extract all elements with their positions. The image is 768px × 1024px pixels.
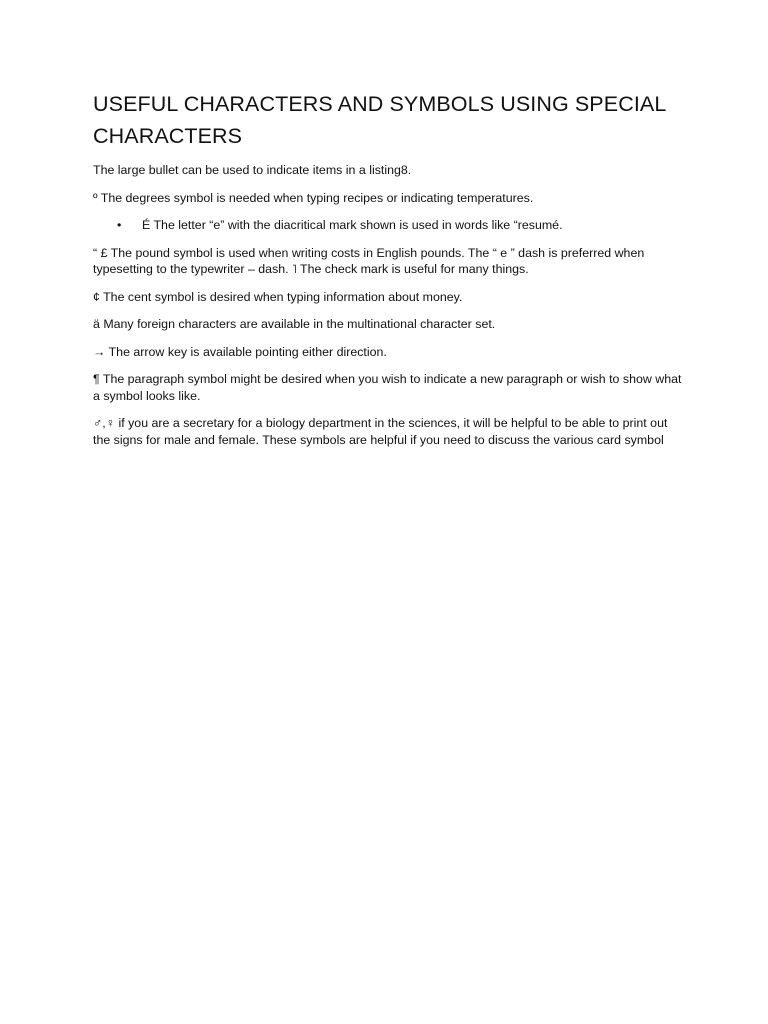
paragraph-letter-e-list-item [93, 217, 683, 234]
paragraph-degrees: º The degrees symbol is needed when typing recipes or indicating temperatures. [93, 190, 534, 205]
paragraph-pilcrow: ¶ The paragraph symbol might be desired when you wish to indicate a new paragraph or wish to show what a symbol looks like. [93, 372, 682, 403]
paragraph-large-bullet: The large bullet can be used to indicate items in a listing8. [93, 163, 412, 177]
paragraph-foreign-characters: ä Many foreign characters are available in the multinational character set. [93, 317, 496, 331]
paragraph-cent: ¢ The cent symbol is desired when typing information about money. [93, 289, 463, 304]
paragraph-gender-symbols: ♂,♀ if you are a secretary for a biology department in the sciences, it will be helpful to be able to print out the signs for male and female. These symbols are helpful if you need to discuss the various card symbol [93, 416, 668, 447]
paragraph-arrow: → The arrow key is available pointing either direction. [93, 344, 387, 359]
list-bullet-icon: • [117, 218, 122, 232]
document-body [93, 88, 683, 459]
paragraph-letter-e-text: É The letter “e” with the diacritical mark shown is used in words like “resumé. [142, 218, 563, 232]
paragraph-pound: “ £ The pound symbol is used when writing costs in English pounds. The “ e ” dash is preferred when typesetting to the typewriter – dash. ˥ The check mark is useful for many things. [93, 245, 645, 276]
document-title: USEFUL CHARACTERS AND SYMBOLS USING SPECIAL CHARACTERS [93, 92, 666, 148]
